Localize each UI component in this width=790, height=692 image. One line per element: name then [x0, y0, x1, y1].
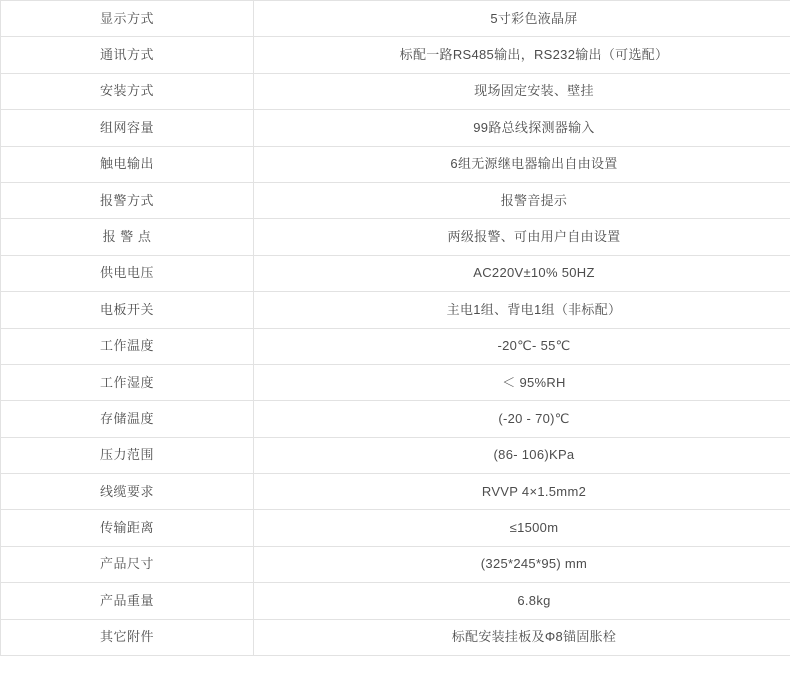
spec-value-cell: 6组无源继电器输出自由设置 [254, 146, 790, 182]
spec-label-cell: 其它附件 [1, 619, 254, 655]
spec-value-cell: AC220V±10% 50HZ [254, 255, 790, 291]
table-row [1, 255, 790, 291]
table-row [1, 292, 790, 328]
spec-label-cell: 存储温度 [1, 401, 254, 437]
table-row [1, 146, 790, 182]
table-row [1, 182, 790, 218]
spec-label-cell: 工作湿度 [1, 364, 254, 400]
spec-value-cell: 99路总线探测器输入 [254, 110, 790, 146]
spec-label-cell: 触电输出 [1, 146, 254, 182]
table-row [1, 619, 790, 655]
table-row [1, 474, 790, 510]
spec-label-cell: 通讯方式 [1, 37, 254, 73]
spec-value-cell: 两级报警、可由用户自由设置 [254, 219, 790, 255]
spec-value-cell: 主电1组、背电1组（非标配） [254, 292, 790, 328]
table-row [1, 401, 790, 437]
specification-table-body [1, 1, 790, 656]
spec-value-cell: (86- 106)KPa [254, 437, 790, 473]
spec-label-cell: 产品尺寸 [1, 546, 254, 582]
spec-label-cell: 显示方式 [1, 1, 254, 37]
spec-label-cell: 产品重量 [1, 583, 254, 619]
spec-label-cell: 压力范围 [1, 437, 254, 473]
spec-value-cell: RVVP 4×1.5mm2 [254, 474, 790, 510]
spec-value-cell: 报警音提示 [254, 182, 790, 218]
spec-value-cell: (-20 - 70)℃ [254, 401, 790, 437]
spec-label-cell: 供电电压 [1, 255, 254, 291]
table-row [1, 364, 790, 400]
table-row [1, 328, 790, 364]
spec-value-cell: (325*245*95) mm [254, 546, 790, 582]
spec-value-cell: 现场固定安装、壁挂 [254, 73, 790, 109]
spec-label-cell: 安装方式 [1, 73, 254, 109]
spec-label-cell: 报警方式 [1, 182, 254, 218]
spec-label-cell: 报 警 点 [1, 219, 254, 255]
spec-value-cell: 标配一路RS485输出，RS232输出（可选配） [254, 37, 790, 73]
spec-value-cell: 6.8kg [254, 583, 790, 619]
spec-label-cell: 组网容量 [1, 110, 254, 146]
table-row [1, 583, 790, 619]
spec-value-cell: ＜ 95%RH [254, 364, 790, 400]
table-row [1, 546, 790, 582]
table-row [1, 73, 790, 109]
table-row [1, 219, 790, 255]
spec-label-cell: 传输距离 [1, 510, 254, 546]
spec-value-cell: 标配安装挂板及Φ8锚固胀栓 [254, 619, 790, 655]
spec-label-cell: 线缆要求 [1, 474, 254, 510]
table-row [1, 510, 790, 546]
spec-label-cell: 电板开关 [1, 292, 254, 328]
table-row [1, 437, 790, 473]
spec-label-cell: 工作温度 [1, 328, 254, 364]
table-row [1, 110, 790, 146]
spec-value-cell: -20℃- 55℃ [254, 328, 790, 364]
table-row [1, 1, 790, 37]
spec-value-cell: ≤1500m [254, 510, 790, 546]
table-row [1, 37, 790, 73]
spec-value-cell: 5寸彩色液晶屏 [254, 1, 790, 37]
